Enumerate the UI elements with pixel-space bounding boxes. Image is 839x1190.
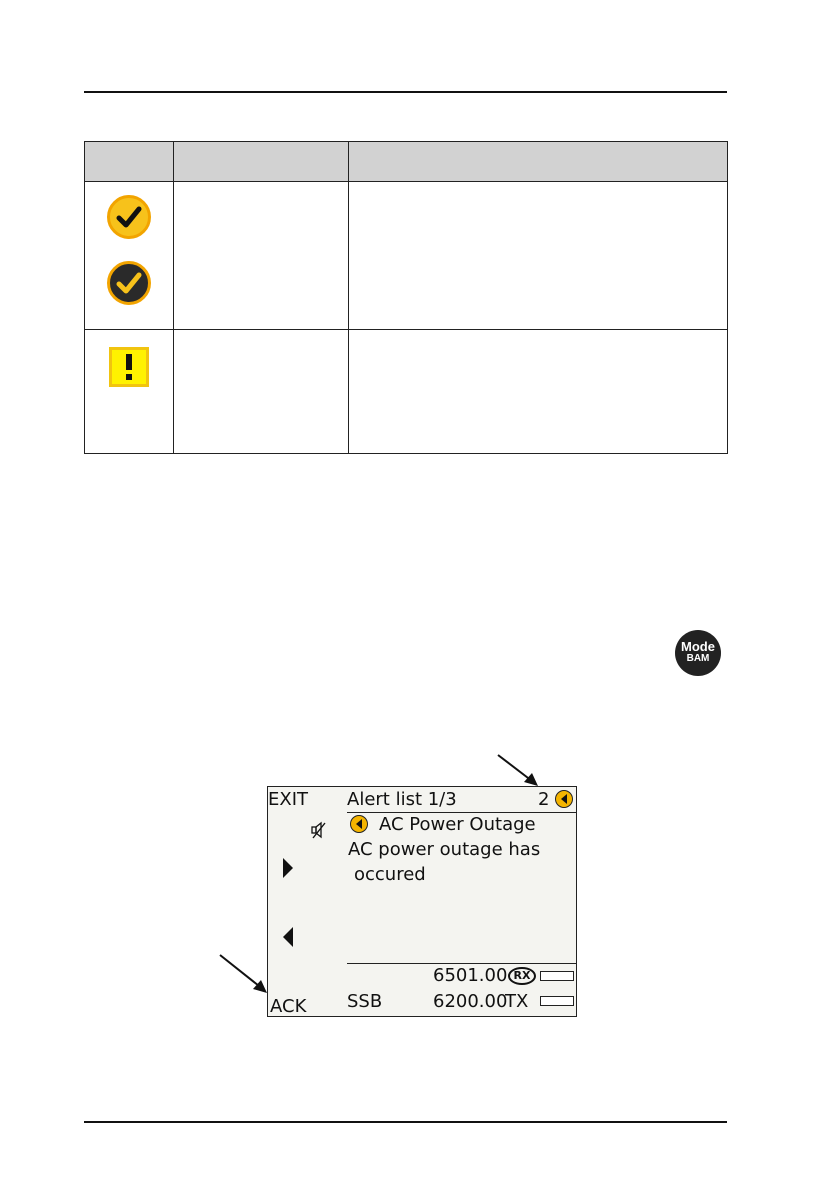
rx-badge: RX xyxy=(508,967,536,985)
icon-table xyxy=(84,141,728,454)
bam-button-label: BAM xyxy=(686,653,710,664)
alert-list-screen xyxy=(267,786,577,1017)
ack-softkey[interactable]: ACK xyxy=(270,996,307,1017)
triangle-left-icon[interactable] xyxy=(282,926,294,948)
mode-bam-button-icon xyxy=(675,630,721,676)
triangle-right-icon[interactable] xyxy=(282,857,294,879)
check-circle-dark-icon xyxy=(107,261,151,305)
tx-label: TX xyxy=(505,991,529,1012)
speaker-icon xyxy=(555,790,573,808)
mode-label: SSB xyxy=(347,991,383,1012)
callout-arrow-ack xyxy=(217,952,273,998)
table-header-row xyxy=(84,141,728,181)
alert-message-line1: AC power outage has xyxy=(348,839,541,860)
exit-softkey[interactable]: EXIT xyxy=(268,789,309,810)
status-divider xyxy=(347,963,577,964)
alert-message-line2: occured xyxy=(354,864,426,885)
screen-title: Alert list 1/3 xyxy=(347,789,457,810)
header-rule xyxy=(84,91,727,93)
mute-icon xyxy=(310,821,328,839)
title-divider xyxy=(347,812,577,813)
check-circle-yellow-icon xyxy=(107,195,151,239)
speaker-icon xyxy=(350,815,368,833)
warning-square-icon xyxy=(109,347,149,387)
alert-count: 2 xyxy=(538,789,550,810)
mode-button-label: Mode xyxy=(681,639,715,654)
rx-frequency: 6501.00 xyxy=(433,965,508,986)
rx-signal-meter xyxy=(540,971,574,981)
alert-name: AC Power Outage xyxy=(379,814,536,835)
tx-power-meter xyxy=(540,996,574,1006)
tx-frequency: 6200.00 xyxy=(433,991,508,1012)
table-row xyxy=(84,329,173,453)
footer-rule xyxy=(84,1121,727,1123)
table-row xyxy=(84,181,173,329)
